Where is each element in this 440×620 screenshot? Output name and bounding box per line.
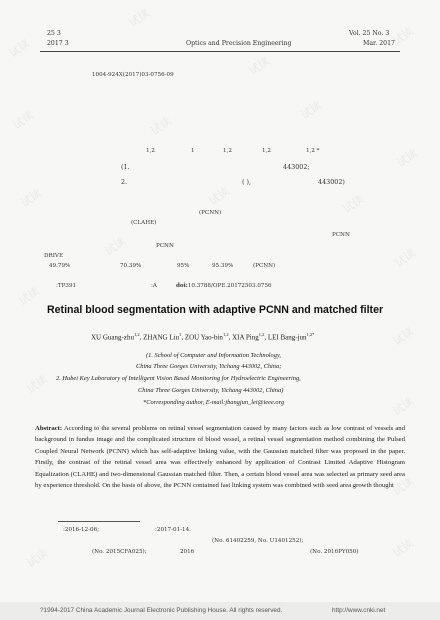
doi-row [176,283,272,289]
watermark: 试读 [340,192,367,217]
watermark: 试读 [206,184,233,209]
author-sup: 1,2 [258,332,265,337]
cn-abstract-value: 95.39% [212,263,234,269]
watermark: 试读 [6,36,33,61]
cn-affiliation-1-num: (1. [121,163,130,171]
grant-2: (No. 2015CFA025); [92,549,147,555]
grant-1: (No. 61402259, No. U1401252); [212,538,304,544]
author-list: XU Guang-zhu$^{1,2}$, ZHANG Liu$^1$, ZOU Yao-bin$^{1,2}$, XIA Ping$^{1,2}$, LEI Bang-jun$^{1,2*}$ [91,332,315,342]
watermark: 试读 [10,108,37,133]
abstract [35,423,405,491]
cn-author-sup: 1 [191,148,195,154]
copyright-notice: ?1994-2017 China Academic Journal Electronic Publishing House. All rights reserved. [40,607,283,614]
received-date: :2016-12-06; [63,527,100,533]
cn-affiliation-2-num: 2. [121,178,128,186]
cn-affiliation-2-zip: 443002) [318,178,345,186]
author-sup: 1,2 [222,332,229,337]
affiliation-2-line-2: China Three Gorges University, Yichang 443002, China) [138,387,284,394]
watermark: 试读 [30,456,57,481]
author-name: ZOU Yao-bin [184,333,223,342]
header-volume-cn: 25 3 [47,30,61,37]
cn-abstract-fragment: PCNN [332,232,350,238]
doi-value: 10.3788/OPE.20172503.0756 [187,283,272,289]
watermark: 试读 [390,24,417,49]
header-date-en: Mar. 2017 [363,40,395,47]
footnote-rule [58,521,140,522]
cn-author-sup: 1,2 * [306,148,320,154]
article-number: 1004-924X(2017)03-0756-09 [92,72,174,78]
author-name: ZHANG Liu [143,333,180,342]
author-name: XU Guang-zhu [91,333,134,342]
header-volume-en: Vol. 25 No. 3 [349,30,390,37]
cn-author-sup: 1,2 [146,148,155,154]
watermark: 试读 [298,98,325,123]
cn-abstract-fragment: PCNN [156,243,174,249]
website-link[interactable]: http://www.cnki.net [332,607,386,614]
author-name: XIA Ping [232,333,259,342]
cn-abstract-fragment: DRIVE [44,253,64,259]
watermark: 试读 [24,372,51,397]
cn-abstract-fragment: (CLAHE) [131,220,157,226]
affiliation-1-line-2: China Three Gorges University, Yichang 443002, China; [136,363,282,370]
grant-3: 2016 [180,549,195,555]
grant-4: (No. 2016PY050) [310,549,359,555]
author-name: LEI Bang-jun [267,333,307,342]
watermark: 试读 [390,324,417,349]
cn-abstract-value: 49.79% [49,263,71,269]
watermark: 试读 [126,6,153,31]
affiliation-1-line-1: (1. School of Computer and Information Technology, [146,352,282,359]
watermark: 试读 [390,474,417,499]
cn-author-sup: 1,2 [223,148,232,154]
document-code: :A [151,283,157,289]
cn-abstract-fragment: (PCNN) [199,210,222,216]
author-sup: 1,2* [306,332,315,337]
watermark: 试读 [148,114,175,139]
abstract-text: According to the several problems on retinal vessel segmentation caused by many factors such as low contrast of vessels and background in fundus image and the complicated structure of blood vessel, a retinal vessel segmentation method combining the Pulsed Coupled Neural Network (PCNN) which has self-adaptive linking value, with the Gaussian matched filter was proposed in the paper. Firstly, the contrast of the retinal vessel area was effectively enhanced by application of Contrast Limited Adaptive Histogram Equalization (CLAHE) and two-dimensional Gaussian matched filter. Then, a certain blood vessel area was selected as primary seed area by experience threshold. On the basis of above, the PCNN contained fast linking system was combined with seed area growth thought [35,425,405,490]
header-date-cn: 2017 3 [47,40,69,47]
cn-affiliation-1-zip: 443002; [283,163,310,171]
header-rule [40,51,400,52]
watermark: 试读 [18,186,45,211]
watermark: 试读 [102,234,129,259]
journal-name: Optics and Precision Engineering [186,40,292,47]
watermark: 试读 [24,546,51,571]
watermark: 试读 [16,284,43,309]
watermark: 试读 [246,54,273,79]
watermark: 试读 [390,394,417,419]
cn-abstract-value: 95% [177,263,190,269]
author-sup: 1 [179,332,182,337]
author-sup: 1,2 [133,332,140,337]
watermark: 试读 [392,246,419,271]
doi-label: doi: [176,283,188,289]
cn-affiliation-2-paren: ( ), [242,178,252,186]
clc-number: :TP391 [56,283,77,289]
corresponding-author: *Corresponding author, E-mail:jbangjun_lei@ieee.org [143,399,285,406]
abstract-label: Abstract: [35,425,63,432]
watermark: 试读 [394,146,421,171]
cn-abstract-fragment: (PCNN) [253,263,276,269]
cn-abstract-value: 70.39% [120,263,142,269]
watermark: 试读 [390,536,417,561]
paper-title: Retinal blood segmentation with adaptive PCNN and matched filter [47,304,384,316]
revised-date: :2017-01-14. [155,527,191,533]
cn-author-sup: 1,2 [262,148,271,154]
affiliation-2-line-1: 2. Hubei Key Laboratory of Intelligent Vision Based Monitoring for Hydroelectric Engineering, [56,375,301,382]
